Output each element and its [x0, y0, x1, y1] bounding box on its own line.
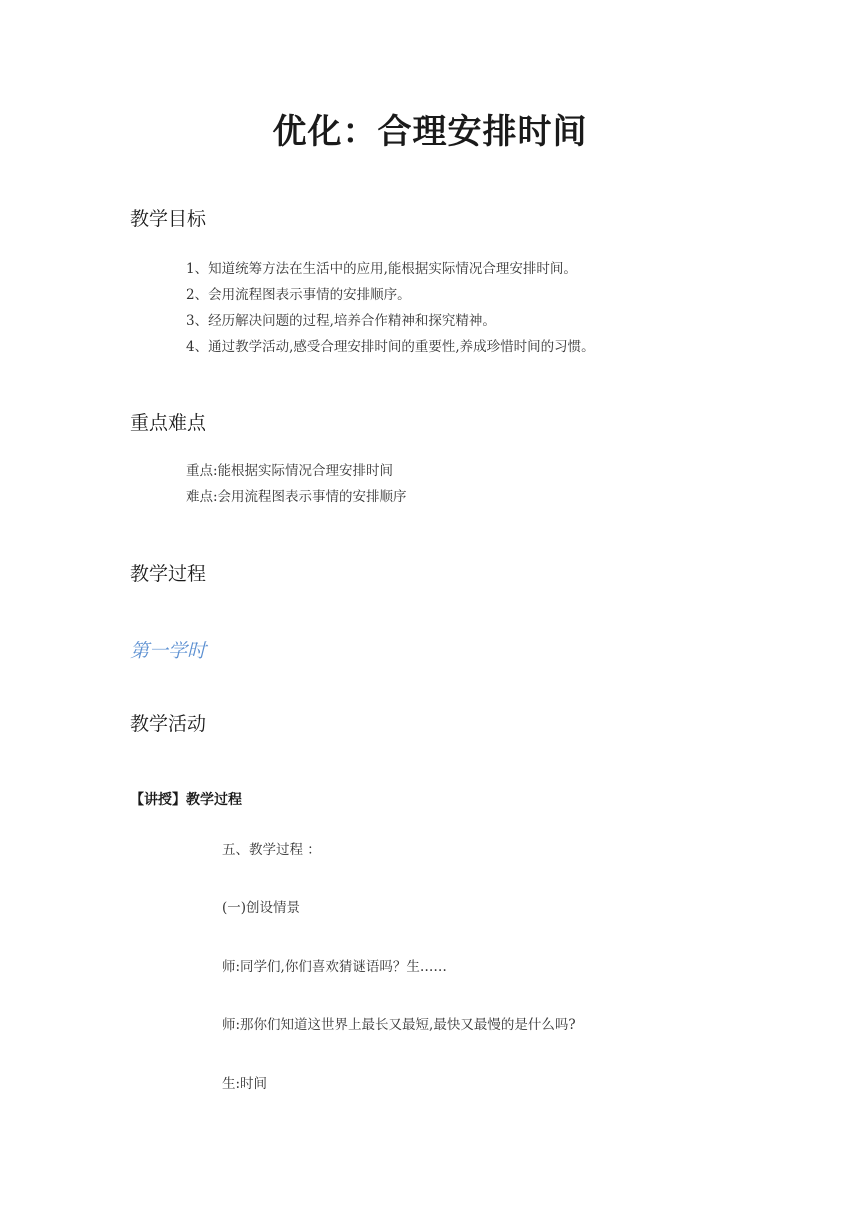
difficulty-item: 难点:会用流程图表示事情的安排顺序	[186, 489, 407, 505]
process-heading: 教学过程	[130, 563, 207, 585]
objective-item: 2、会用流程图表示事情的安排顺序。	[186, 287, 411, 303]
key-points-heading: 重点难点	[130, 412, 207, 434]
body-paragraph: (一)创设情景	[222, 900, 301, 916]
page-title: 优化：合理安排时间	[272, 112, 588, 152]
lesson-label: 第一学时	[130, 640, 207, 662]
lecture-heading: 【讲授】教学过程	[130, 792, 242, 808]
body-paragraph: 师:那你们知道这世界上最长又最短,最快又最慢的是什么吗?	[222, 1017, 576, 1033]
activity-heading: 教学活动	[130, 713, 207, 735]
key-point-item: 重点:能根据实际情况合理安排时间	[186, 463, 394, 479]
body-paragraph: 五、教学过程 ：	[222, 842, 321, 858]
objective-item: 3、经历解决问题的过程,培养合作精神和探究精神。	[186, 313, 496, 329]
objectives-heading: 教学目标	[130, 208, 207, 230]
objective-item: 4、通过教学活动,感受合理安排时间的重要性,养成珍惜时间的习惯。	[186, 339, 595, 355]
body-paragraph: 生:时间	[222, 1076, 268, 1092]
objective-item: 1、知道统筹方法在生活中的应用,能根据实际情况合理安排时间。	[186, 261, 577, 277]
body-paragraph: 师:同学们,你们喜欢猜谜语吗？生……	[222, 959, 447, 975]
